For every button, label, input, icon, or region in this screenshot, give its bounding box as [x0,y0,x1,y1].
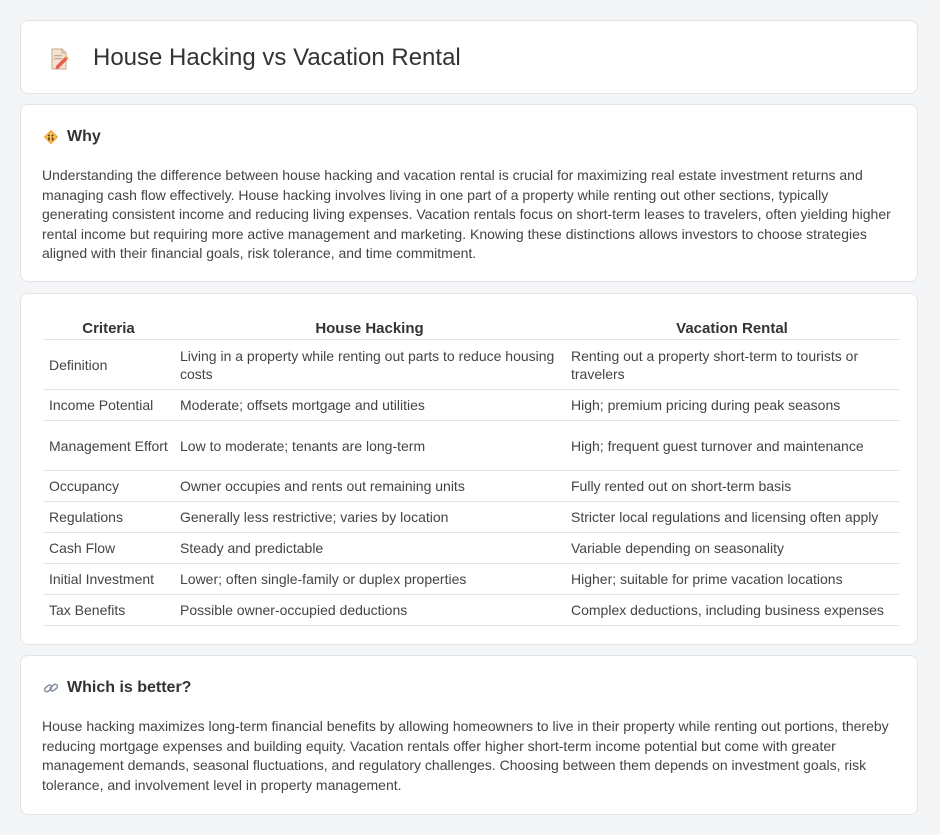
table-header-row [43,316,899,340]
table-cell: Complex deductions, including business expenses [565,595,899,626]
which-is-better-text: House hacking maximizes long-term financial benefits by allowing homeowners to live in their property while renting out portions, thereby reducing mortgage expenses and building equity. Vacation rentals offer higher short-term income potential but come with greater management demands, seasonal fluctuations, and regulatory challenges. Choosing between them depends on investment goals, risk tolerance, and involvement level in property management. [42,718,889,793]
table-cell: Higher; suitable for prime vacation locations [565,564,899,595]
table-cell: Lower; often single-family or duplex properties [174,564,565,595]
column-header-house-hacking: House Hacking [174,316,565,340]
why-heading [43,127,101,147]
table-cell: Cash Flow [43,533,174,564]
table-cell: Steady and predictable [174,533,565,564]
table-row [43,595,899,626]
why-title: Why [67,128,101,145]
table-cell: Fully rented out on short-term basis [565,471,899,502]
table-cell: Possible owner-occupied deductions [174,595,565,626]
table-cell: Management Effort [43,421,174,471]
table-cell: Regulations [43,502,174,533]
document-pencil-icon [47,47,71,71]
table-row [43,502,899,533]
title-card [20,20,918,94]
table-cell: Stricter local regulations and licensing often apply [565,502,899,533]
link-icon [43,680,59,696]
why-section [20,104,918,282]
table-row [43,390,899,421]
comparison-table [43,316,899,626]
table-cell: Variable depending on seasonality [565,533,899,564]
table-cell: Low to moderate; tenants are long-term [174,421,565,471]
table-cell: Living in a property while renting out parts to reduce housing costs [174,340,565,390]
comparison-section [20,293,918,645]
why-text: Understanding the difference between house hacking and vacation rental is crucial for maximizing real estate investment returns and managing cash flow effectively. House hacking involves living in one part of a property while renting out other sections, typically generating consistent income and reducing living expenses. Vacation rentals focus on short-term leases to travelers, often yielding higher rental income but requiring more active management and marketing. Knowing these distinctions allows investors to choose strategies aligned with their financial goals, risk tolerance, and time commitment. [42,167,891,262]
table-row [43,564,899,595]
table-row [43,340,899,390]
table-row [43,533,899,564]
diamond-sign-icon [43,129,59,145]
table-cell: Initial Investment [43,564,174,595]
table-cell: Occupancy [43,471,174,502]
table-row [43,471,899,502]
which-is-better-heading [43,678,191,698]
table-cell: Moderate; offsets mortgage and utilities [174,390,565,421]
which-is-better-section [20,655,918,815]
table-cell: Definition [43,340,174,390]
which-is-better-title: Which is better? [67,679,192,696]
table-cell: High; premium pricing during peak seasons [565,390,899,421]
table-cell: Generally less restrictive; varies by location [174,502,565,533]
column-header-vacation-rental: Vacation Rental [565,316,899,340]
page-title: House Hacking vs Vacation Rental [93,44,461,71]
table-cell: Owner occupies and rents out remaining units [174,471,565,502]
table-cell: Income Potential [43,390,174,421]
table-row [43,421,899,471]
column-header-criteria: Criteria [43,316,174,340]
table-cell: Renting out a property short-term to tourists or travelers [565,340,899,390]
table-cell: Tax Benefits [43,595,174,626]
table-cell: High; frequent guest turnover and maintenance [565,421,899,471]
